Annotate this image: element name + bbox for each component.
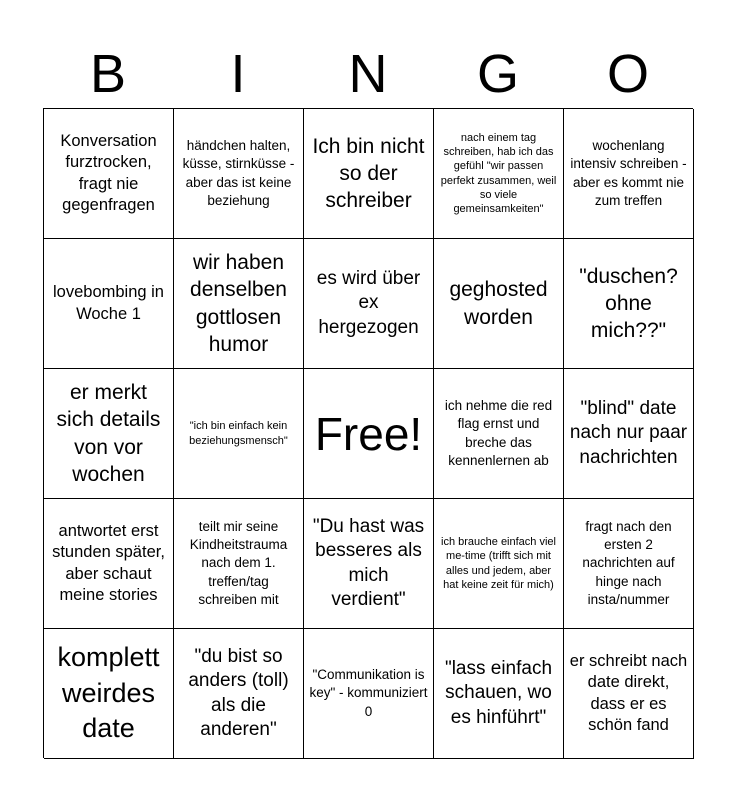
bingo-cell[interactable] <box>44 629 174 759</box>
bingo-cell[interactable] <box>174 629 304 759</box>
cell-text: teilt mir seine Kindheitstrauma nach dem 1. treffen/tag schreiben mit <box>189 518 288 607</box>
bingo-cell[interactable] <box>564 109 694 239</box>
bingo-cell[interactable] <box>434 239 564 369</box>
header-letter-n: N <box>348 44 388 104</box>
bingo-grid <box>43 108 693 758</box>
bingo-cell[interactable] <box>564 499 694 629</box>
bingo-cell[interactable] <box>564 629 694 759</box>
bingo-cell[interactable] <box>434 629 564 759</box>
bingo-cell[interactable] <box>564 369 694 499</box>
bingo-cell[interactable] <box>304 239 434 369</box>
bingo-cell[interactable] <box>44 239 174 369</box>
bingo-cell[interactable] <box>434 369 564 499</box>
bingo-cell[interactable] <box>174 369 304 499</box>
cell-text: "duschen? ohne mich??" <box>579 264 678 343</box>
cell-text: geghosted worden <box>449 278 548 329</box>
cell-text: es wird über ex hergezogen <box>316 268 421 338</box>
header-letter-b: B <box>89 44 127 104</box>
cell-text: "blind" date nach nur paar nachrichten <box>569 398 688 468</box>
cell-text: "ich bin einfach kein beziehungsmensch" <box>189 420 288 447</box>
cell-text: er schreibt nach date direkt, dass er es schön fand <box>569 651 688 734</box>
cell-text: "du bist so anders (toll) als die anderen" <box>188 645 289 740</box>
cell-text: er merkt sich details von vor wochen <box>56 380 161 486</box>
cell-text: fragt nach den ersten 2 nachrichten auf hinge nach insta/nummer <box>582 518 675 607</box>
cell-text: händchen halten, küsse, stirnküsse - aber das ist keine beziehung <box>182 138 295 208</box>
header-letter-g: G <box>476 44 519 104</box>
bingo-cell[interactable] <box>304 499 434 629</box>
bingo-cell[interactable] <box>44 499 174 629</box>
cell-text: ich nehme die red flag ernst und breche das kennenlernen ab <box>444 398 553 468</box>
cell-text: Ich bin nicht so der schreiber <box>312 134 425 213</box>
cell-text: antwortet erst stunden später, aber schaut meine stories <box>52 521 165 604</box>
bingo-cell[interactable] <box>44 369 174 499</box>
cell-text: "Communikation is key" - kommuniziert 0 <box>309 667 428 719</box>
bingo-cell[interactable] <box>434 499 564 629</box>
bingo-cell[interactable] <box>174 109 304 239</box>
bingo-cell[interactable] <box>174 239 304 369</box>
cell-text: komplett weirdes date <box>57 641 160 744</box>
bingo-cell[interactable] <box>44 109 174 239</box>
cell-text: Konversation furztrocken, fragt nie gegenfragen <box>60 131 157 214</box>
header-letter-i: I <box>230 44 246 104</box>
cell-text: nach einem tag schreiben, hab ich das gefühl "wir passen perfekt zusammen, weil so viele gemeinsamkeiten" <box>440 131 557 216</box>
header-letter-o: O <box>606 44 649 104</box>
cell-text: ich brauche einfach viel me-time (trifft sich mit alles und jedem, aber hat keine zeit für mich) <box>441 535 556 591</box>
bingo-cell[interactable] <box>564 239 694 369</box>
cell-text: "lass einfach schauen, wo es hinführt" <box>444 658 553 728</box>
bingo-cell[interactable] <box>434 109 564 239</box>
free-cell[interactable] <box>304 369 434 499</box>
bingo-cell[interactable] <box>304 629 434 759</box>
bingo-cell[interactable] <box>174 499 304 629</box>
cell-text: wochenlang intensiv schreiben - aber es kommt nie zum treffen <box>570 138 687 208</box>
free-label: Free! <box>314 407 423 460</box>
bingo-cell[interactable] <box>304 109 434 239</box>
cell-text: "Du hast was besseres als mich verdient" <box>312 515 425 610</box>
cell-text: wir haben denselben gottlosen humor <box>190 250 287 356</box>
bingo-header <box>43 40 693 108</box>
cell-text: lovebombing in Woche 1 <box>53 283 164 323</box>
